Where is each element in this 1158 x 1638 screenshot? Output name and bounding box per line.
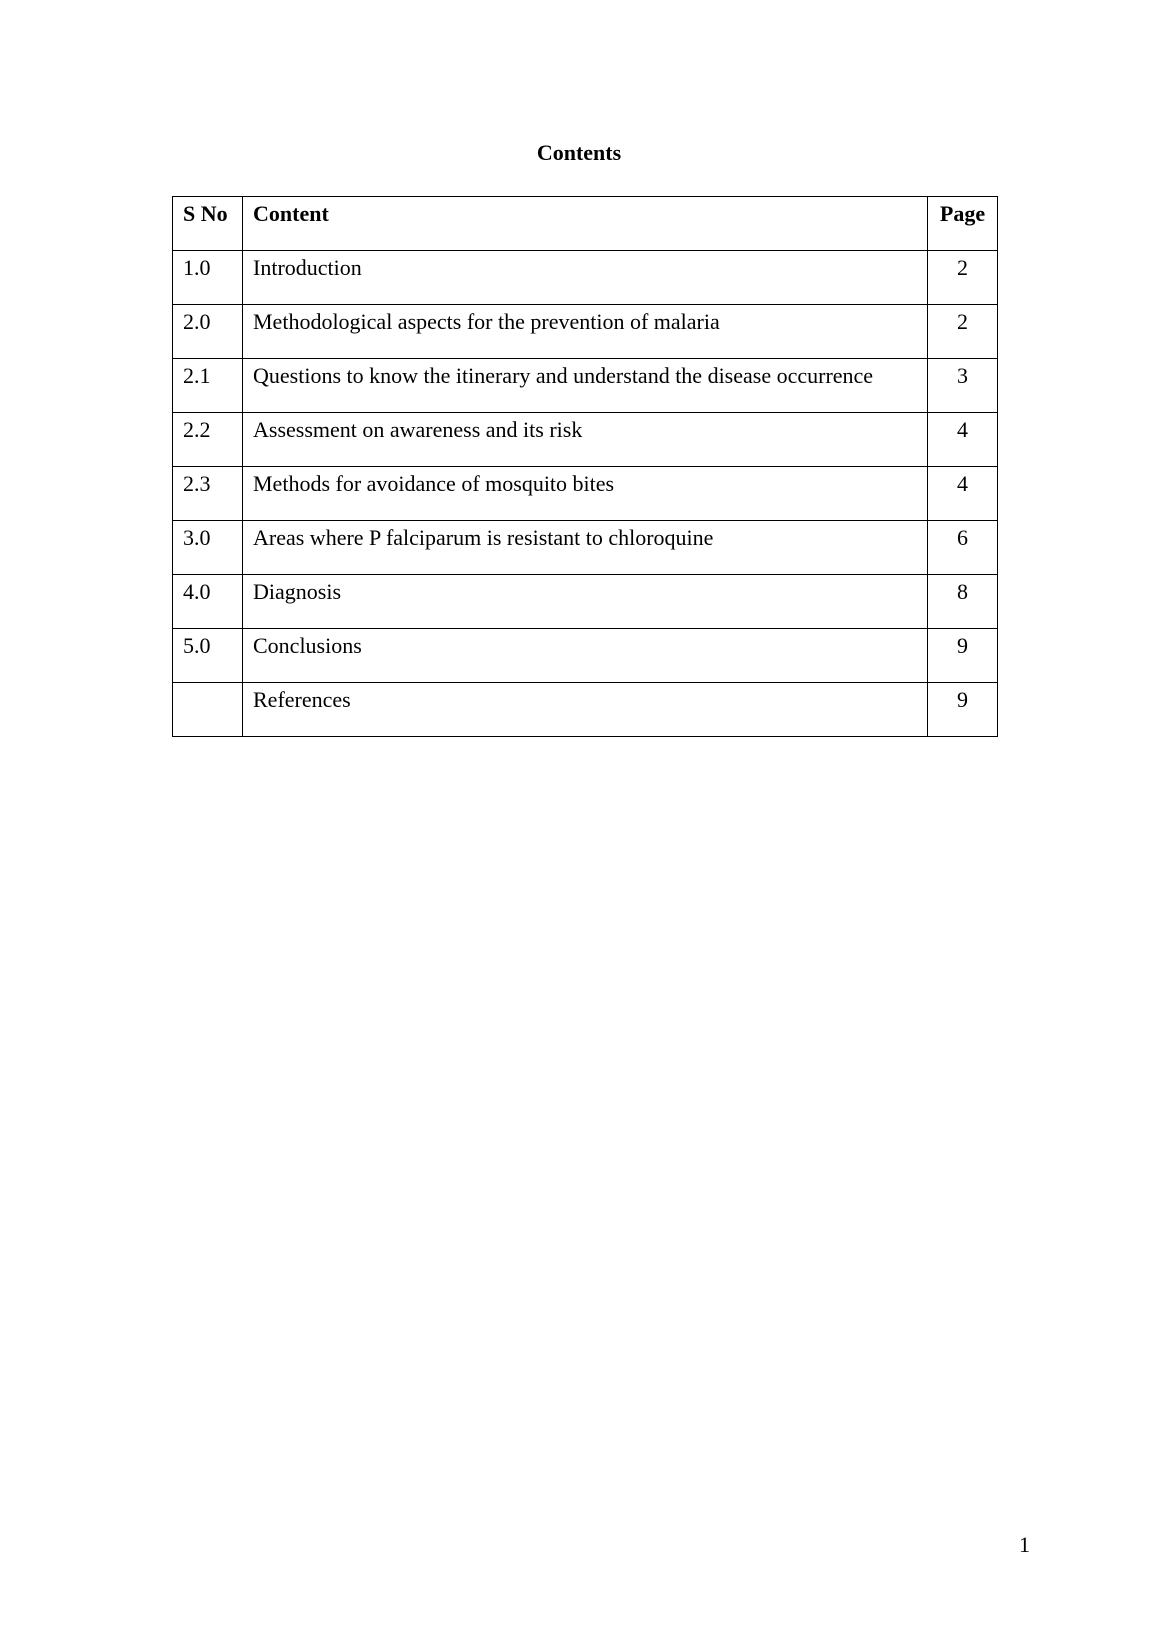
table-header-row	[173, 197, 998, 251]
cell-sno: 2.3	[173, 467, 243, 521]
cell-content: Methods for avoidance of mosquito bites	[243, 467, 928, 521]
cell-page: 9	[928, 683, 998, 737]
cell-content: Assessment on awareness and its risk	[243, 413, 928, 467]
cell-sno: 4.0	[173, 575, 243, 629]
cell-content: Conclusions	[243, 629, 928, 683]
cell-sno: 1.0	[173, 251, 243, 305]
table-row	[173, 467, 998, 521]
table-row	[173, 305, 998, 359]
cell-page: 4	[928, 413, 998, 467]
cell-content: Areas where P falciparum is resistant to chloroquine	[243, 521, 928, 575]
header-content: Content	[243, 197, 928, 251]
contents-table	[172, 196, 998, 737]
cell-page: 6	[928, 521, 998, 575]
cell-content: Questions to know the itinerary and understand the disease occurrence	[243, 359, 928, 413]
header-page: Page	[928, 197, 998, 251]
cell-sno: 2.1	[173, 359, 243, 413]
cell-sno: 2.2	[173, 413, 243, 467]
cell-page: 2	[928, 305, 998, 359]
table-row	[173, 521, 998, 575]
cell-page: 8	[928, 575, 998, 629]
table-row	[173, 413, 998, 467]
table-row	[173, 629, 998, 683]
cell-page: 3	[928, 359, 998, 413]
cell-sno: 2.0	[173, 305, 243, 359]
cell-content: References	[243, 683, 928, 737]
cell-content: Diagnosis	[243, 575, 928, 629]
cell-sno: 5.0	[173, 629, 243, 683]
cell-sno	[173, 683, 243, 737]
cell-page: 2	[928, 251, 998, 305]
table-row	[173, 575, 998, 629]
page-number: 1	[1019, 1532, 1030, 1557]
table-row	[173, 251, 998, 305]
table-row	[173, 359, 998, 413]
cell-page: 4	[928, 467, 998, 521]
cell-page: 9	[928, 629, 998, 683]
cell-content: Introduction	[243, 251, 928, 305]
cell-content: Methodological aspects for the prevention of malaria	[243, 305, 928, 359]
table-row	[173, 683, 998, 737]
page-title: Contents	[536, 140, 622, 165]
cell-sno: 3.0	[173, 521, 243, 575]
header-sno: S No	[173, 197, 243, 251]
